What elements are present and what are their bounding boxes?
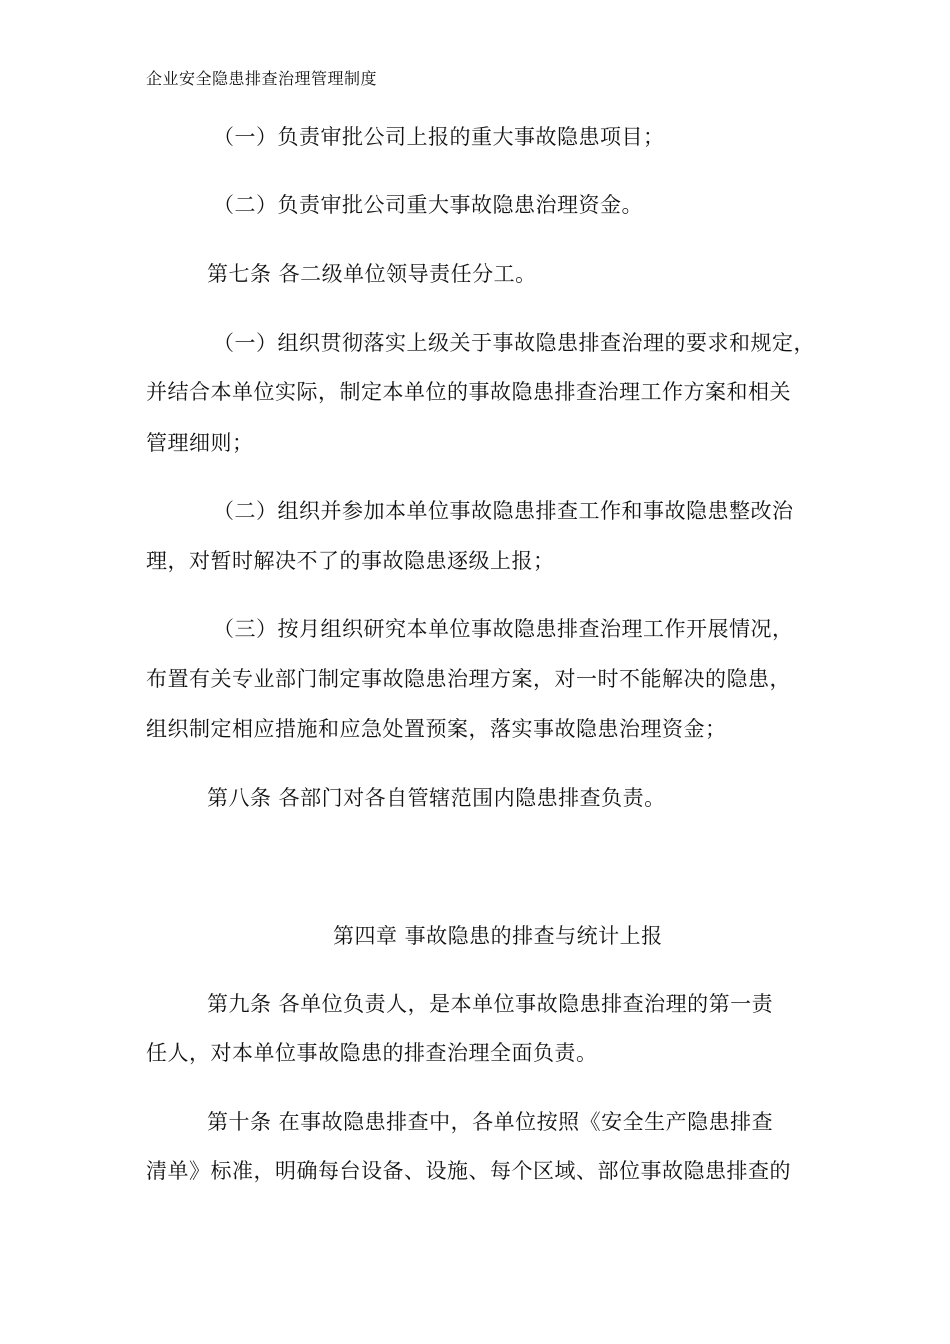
paragraph-line: （二）负责审批公司重大事故隐患治理资金。 bbox=[213, 193, 643, 217]
paragraph-line: 第十条 在事故隐患排查中，各单位按照《安全生产隐患排查 bbox=[207, 1110, 774, 1134]
paragraph-line: 任人，对本单位事故隐患的排查治理全面负责。 bbox=[146, 1041, 598, 1065]
paragraph-line: （三）按月组织研究本单位事故隐患排查治理工作开展情况， bbox=[213, 617, 794, 641]
paragraph-line: （一）负责审批公司上报的重大事故隐患项目； bbox=[213, 125, 665, 149]
paragraph-line: 理，对暂时解决不了的事故隐患逐级上报； bbox=[146, 549, 555, 573]
paragraph-line: 第九条 各单位负责人，是本单位事故隐患排查治理的第一责 bbox=[207, 992, 774, 1016]
paragraph-line: （二）组织并参加本单位事故隐患排查工作和事故隐患整改治 bbox=[213, 499, 794, 523]
paragraph-line: 清单》标准，明确每台设备、设施、每个区域、部位事故隐患排查的 bbox=[146, 1159, 791, 1183]
paragraph-line: 布置有关专业部门制定事故隐患治理方案，对一时不能解决的隐患， bbox=[146, 667, 791, 691]
article-heading: 第八条 各部门对各自管辖范围内隐患排查负责。 bbox=[207, 786, 666, 810]
running-header: 企业安全隐患排查治理管理制度 bbox=[146, 69, 378, 88]
chapter-heading: 第四章 事故隐患的排查与统计上报 bbox=[333, 924, 663, 948]
paragraph-line: （一）组织贯彻落实上级关于事故隐患排查治理的要求和规定， bbox=[213, 331, 815, 355]
article-heading: 第七条 各二级单位领导责任分工。 bbox=[207, 262, 537, 286]
paragraph-line: 组织制定相应措施和应急处置预案，落实事故隐患治理资金； bbox=[146, 717, 727, 741]
paragraph-line: 并结合本单位实际，制定本单位的事故隐患排查治理工作方案和相关 bbox=[146, 380, 791, 404]
paragraph-line: 管理细则； bbox=[146, 431, 254, 455]
